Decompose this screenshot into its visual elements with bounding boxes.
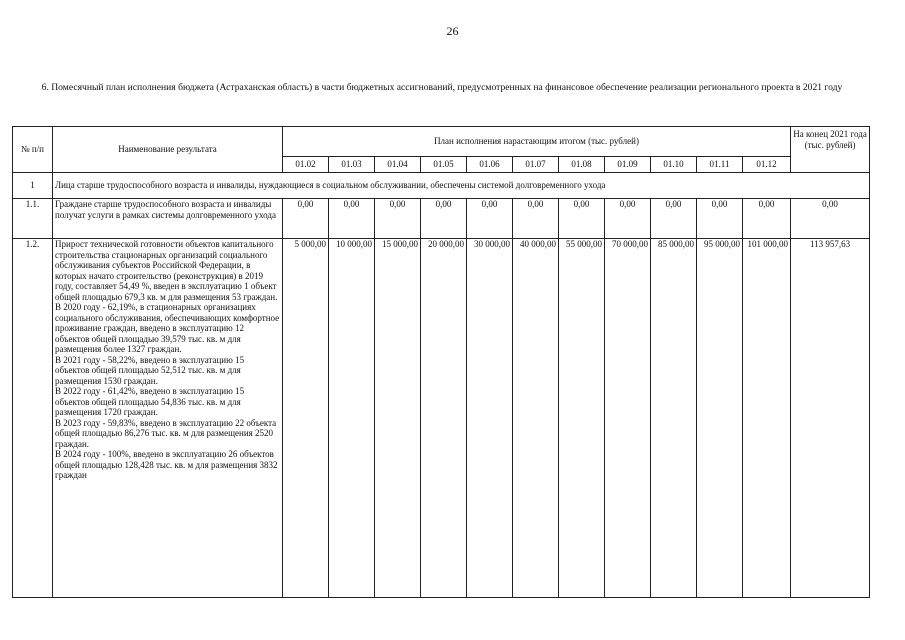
month-value: 70 000,00 <box>605 239 651 598</box>
month-header: 01.03 <box>329 157 375 173</box>
header-plan: План исполнения нарастающим итогом (тыс. рублей) <box>283 127 791 157</box>
month-value: 0,00 <box>559 199 605 239</box>
page-number: 26 <box>446 24 459 38</box>
row-num: 1.2. <box>13 239 53 598</box>
month-value: 95 000,00 <box>697 239 743 598</box>
section-num: 1 <box>13 173 53 199</box>
month-value: 0,00 <box>467 199 513 239</box>
month-header: 01.08 <box>559 157 605 173</box>
month-value: 101 000,00 <box>743 239 791 598</box>
month-value: 0,00 <box>605 199 651 239</box>
month-value: 0,00 <box>513 199 559 239</box>
header-name: Наименование результата <box>53 127 283 173</box>
row-num: 1.1. <box>13 199 53 239</box>
month-value: 0,00 <box>375 199 421 239</box>
header-num: № п/п <box>13 127 53 173</box>
month-header: 01.06 <box>467 157 513 173</box>
month-value: 0,00 <box>651 199 697 239</box>
month-header: 01.11 <box>697 157 743 173</box>
month-value: 55 000,00 <box>559 239 605 598</box>
header-final: На конец 2021 года (тыс. рублей) <box>791 127 870 173</box>
row-name: Граждане старше трудоспособного возраста и инвалиды получат услуги в рамках системы долговременного ухода <box>53 199 283 239</box>
month-header: 01.04 <box>375 157 421 173</box>
month-value: 30 000,00 <box>467 239 513 598</box>
month-header: 01.02 <box>283 157 329 173</box>
month-value: 10 000,00 <box>329 239 375 598</box>
month-value: 0,00 <box>421 199 467 239</box>
month-value: 5 000,00 <box>283 239 329 598</box>
month-value: 0,00 <box>743 199 791 239</box>
month-value: 0,00 <box>697 199 743 239</box>
table-heading: 6. Помесячный план исполнения бюджета (Астраханская область) в части бюджетных ассигнований, предусмотренных на финансовое обеспечение реализации регионального проекта в 2021 году <box>41 82 843 93</box>
month-value: 40 000,00 <box>513 239 559 598</box>
section-title: Лица старше трудоспособного возраста и инвалиды, нуждающиеся в социальном обслуживании, обеспечены системой долговременного ухода <box>53 173 870 199</box>
month-value: 85 000,00 <box>651 239 697 598</box>
month-header: 01.09 <box>605 157 651 173</box>
month-value: 20 000,00 <box>421 239 467 598</box>
budget-plan-table <box>12 126 870 598</box>
month-header: 01.07 <box>513 157 559 173</box>
final-value: 113 957,63 <box>791 239 870 598</box>
month-header: 01.05 <box>421 157 467 173</box>
month-header: 01.12 <box>743 157 791 173</box>
month-value: 15 000,00 <box>375 239 421 598</box>
month-value: 0,00 <box>283 199 329 239</box>
final-value: 0,00 <box>791 199 870 239</box>
month-header: 01.10 <box>651 157 697 173</box>
month-value: 0,00 <box>329 199 375 239</box>
row-name: Прирост технической готовности объектов капитального строительства стационарных организаций социального обслуживания субъектов Российской Федерации, в которых начато строительство (реконструкция) в 2019 году, составляет 54,49 %, введен в эксплуатацию 1 объект общей площадью 679,3 кв. м для размещения 53 граждан. В 2020 году - 62,19%, в стационарных организациях социального обслуживания, обеспечивающих комфортное проживание граждан, введено в эксплуатацию 12 объектов общей площадью 39,579 тыс. кв. м для размещения более 1327 граждан. В 2021 году - 58,22%, введено в эксплуатацию 15 объектов общей площадью 52,512 тыс. кв. м для размещения 1530 граждан. В 2022 году - 61,42%, введено в эксплуатацию 15 объектов общей площадью 54,836 тыс. кв. м для размещения 1720 граждан. В 2023 году - 59,83%, введено в эксплуатацию 22 объекта общей площадью 86,276 тыс. кв. м для размещения 2520 граждан. В 2024 году - 100%, введено в эксплуатацию 26 объектов общей площадью 128,428 тыс. кв. м для размещения 3832 граждан <box>53 239 283 598</box>
